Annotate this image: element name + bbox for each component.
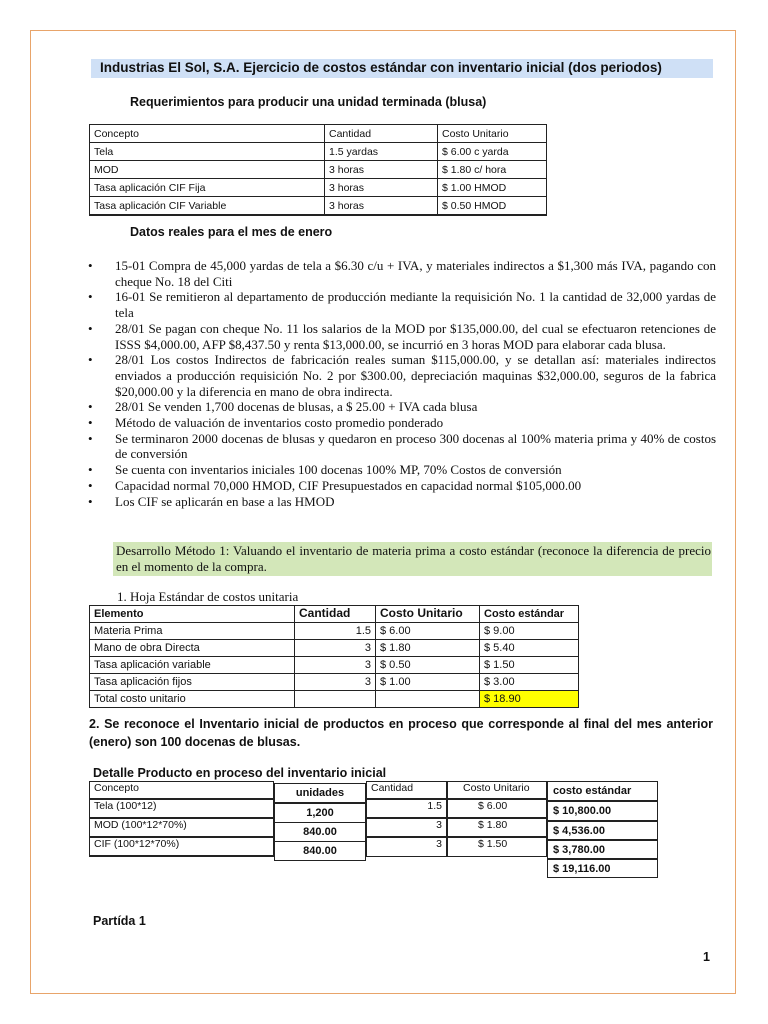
table-cell: 1,200 xyxy=(274,803,366,823)
list-item-text: 28/01 Se venden 1,700 docenas de blusas, a $ 25.00 + IVA cada blusa xyxy=(115,399,478,415)
bullet-icon: • xyxy=(88,493,93,509)
list-item xyxy=(88,289,716,320)
list-item-text: Los CIF se aplicarán en base a las HMOD xyxy=(115,493,335,509)
list-item xyxy=(88,415,716,431)
table-row xyxy=(90,197,547,216)
paso2-text: 2. Se reconoce el Inventario inicial de productos en proceso que corresponde al final del mes anterior (enero) son 100 docenas de blusas. xyxy=(89,717,713,749)
table-cell: Mano de obra Directa xyxy=(90,640,295,657)
table-cell: 1.5 xyxy=(366,799,447,818)
list-item-text: 28/01 Los costos Indirectos de fabricación reales suman $115,000.00, y se detallan así: materiales indirectos enviados a producción requisición No. 2 por $300.00, depreciación maquinas $32,000.00, seguros de la fabrica $20,000.00 y la diferencia en mano de obra indirecta. xyxy=(115,352,716,399)
table-cell: $ 1.00 xyxy=(376,674,480,691)
bullet-icon: • xyxy=(88,289,93,305)
table-cell: MOD (100*12*70%) xyxy=(89,818,274,837)
table-row xyxy=(90,657,579,674)
requirements-table xyxy=(89,124,547,216)
table-cell: 3 xyxy=(295,640,376,657)
table-cell: $ 1.80 c/ hora xyxy=(438,161,547,179)
header-cell: Cantidad xyxy=(295,606,376,623)
list-item-text: Método de valuación de inventarios costo promedio ponderado xyxy=(115,415,444,431)
header-cell: Costo estándar xyxy=(480,606,579,623)
total-cell: $ 19,116.00 xyxy=(547,859,658,878)
table-cell: $ 0.50 HMOD xyxy=(438,197,547,216)
list-item-text: Se cuenta con inventarios iniciales 100 docenas 100% MP, 70% Costos de conversión xyxy=(115,462,562,478)
header-cell: Concepto xyxy=(89,781,274,799)
table-cell: Tasa aplicación variable xyxy=(90,657,295,674)
table-cell: Tela xyxy=(90,143,325,161)
table-cell: 3 xyxy=(366,837,447,857)
table-cell: 1.5 xyxy=(295,623,376,640)
table-cell: $ 1.00 HMOD xyxy=(438,179,547,197)
table-cell: 3 xyxy=(295,657,376,674)
list-item xyxy=(88,399,716,415)
table-cell: 840.00 xyxy=(274,841,366,861)
table-cell: Tasa aplicación CIF Fija xyxy=(90,179,325,197)
table-row-total xyxy=(90,691,579,708)
header-cell: Costo Unitario xyxy=(438,125,547,143)
list-item-text: 16-01 Se remitieron al departamento de producción mediante la requisición No. 1 la cantidad de 32,000 yardas de tela xyxy=(115,289,716,321)
table-cell: 3 xyxy=(295,674,376,691)
document-title: Industrias El Sol, S.A. Ejercicio de costos estándar con inventario inicial (dos periodos) xyxy=(100,60,662,75)
list-item xyxy=(88,352,716,399)
list-item-text: Se terminaron 2000 docenas de blusas y quedaron en proceso 300 docenas al 100% materia prima y 40% de costos de conversión xyxy=(115,430,716,462)
table-cell xyxy=(376,691,480,708)
table-cell: Tela (100*12) xyxy=(89,799,274,818)
table-row xyxy=(90,640,579,657)
table-row xyxy=(90,143,547,161)
header-cell: Cantidad xyxy=(325,125,438,143)
table-cell: $ 6.00 xyxy=(447,799,547,818)
bullet-icon: • xyxy=(88,430,93,446)
table-cell: Total costo unitario xyxy=(90,691,295,708)
table-row xyxy=(90,674,579,691)
table-row xyxy=(90,161,547,179)
header-cell: Cantidad xyxy=(366,781,447,799)
table-cell: $ 0.50 xyxy=(376,657,480,674)
list-item xyxy=(88,321,716,352)
datos-list xyxy=(88,258,716,509)
bullet-icon: • xyxy=(88,477,93,493)
header-cell: Costo Unitario xyxy=(447,781,547,799)
table-row xyxy=(90,623,579,640)
bullet-icon: • xyxy=(88,258,93,273)
header-cell: costo estándar xyxy=(547,781,658,801)
header-cell: Concepto xyxy=(90,125,325,143)
list-item-text: 15-01 Compra de 45,000 yardas de tela a $6.30 c/u + IVA, y materiales indirectos a $1,300 más IVA, pagando con cheque No. 18 del Citi xyxy=(115,258,716,289)
detalle-heading: Detalle Producto en proceso del inventario inicial xyxy=(93,766,387,780)
partida-label: Partída 1 xyxy=(93,914,146,928)
table-cell: $ 4,536.00 xyxy=(547,821,658,840)
table-cell xyxy=(295,691,376,708)
metodo-text: Desarrollo Método 1: Valuando el inventario de materia prima a costo estándar (reconoce la diferencia de precio en el momento de la compra. xyxy=(116,543,711,574)
list-item xyxy=(88,258,716,289)
table-cell: MOD xyxy=(90,161,325,179)
page-number: 1 xyxy=(703,950,710,964)
list-item xyxy=(88,494,716,510)
list-item xyxy=(88,462,716,478)
table-cell: Tasa aplicación CIF Variable xyxy=(90,197,325,216)
table-cell: 3 horas xyxy=(325,161,438,179)
list-item xyxy=(88,478,716,494)
table-cell: $ 6.00 c yarda xyxy=(438,143,547,161)
table-cell: Tasa aplicación fijos xyxy=(90,674,295,691)
list-item-text: Capacidad normal 70,000 HMOD, CIF Presupuestados en capacidad normal $105,000.00 xyxy=(115,477,582,493)
table-cell: $ 3,780.00 xyxy=(547,840,658,859)
bullet-icon: • xyxy=(88,415,93,431)
table-cell: 3 xyxy=(366,818,447,837)
table-cell: $ 3.00 xyxy=(480,674,579,691)
header-cell: Elemento xyxy=(90,606,295,623)
datos-heading: Datos reales para el mes de enero xyxy=(130,225,333,239)
header-cell: unidades xyxy=(274,783,366,803)
table-cell: 1.5 yardas xyxy=(325,143,438,161)
list-item xyxy=(88,431,716,462)
requirements-heading: Requerimientos para producir una unidad terminada (blusa) xyxy=(130,95,487,109)
table-cell: $ 9.00 xyxy=(480,623,579,640)
table-cell: 3 horas xyxy=(325,197,438,216)
bullet-icon: • xyxy=(88,399,93,415)
table-cell: 3 horas xyxy=(325,179,438,197)
table-cell: $ 1.50 xyxy=(447,837,547,857)
hoja-heading: 1. Hoja Estándar de costos unitaria xyxy=(117,589,299,604)
bullet-icon: • xyxy=(88,352,93,368)
table-cell: $ 10,800.00 xyxy=(547,801,658,821)
table-header-row xyxy=(90,606,579,623)
total-cost-cell: $ 18.90 xyxy=(480,691,579,708)
table-header-row xyxy=(90,125,547,143)
header-cell: Costo Unitario xyxy=(376,606,480,623)
table-cell: CIF (100*12*70%) xyxy=(89,837,274,857)
list-item-text: 28/01 Se pagan con cheque No. 11 los salarios de la MOD por $135,000.00, del cual se efectuaron retenciones de ISSS $4,000.00, AFP $8,437.50 y renta $13,000.00, se incurrió en 3 horas MOD para elaborar cada blusa. xyxy=(115,320,716,352)
bullet-icon: • xyxy=(88,462,93,478)
hoja-estandar-table xyxy=(89,605,579,708)
table-cell: $ 5.40 xyxy=(480,640,579,657)
bullet-icon: • xyxy=(88,320,93,336)
table-cell: $ 1.80 xyxy=(376,640,480,657)
table-cell: $ 1.50 xyxy=(480,657,579,674)
table-cell: $ 6.00 xyxy=(376,623,480,640)
table-cell: 840.00 xyxy=(274,822,366,842)
table-row xyxy=(90,179,547,197)
table-cell: $ 1.80 xyxy=(447,818,547,837)
table-cell: Materia Prima xyxy=(90,623,295,640)
